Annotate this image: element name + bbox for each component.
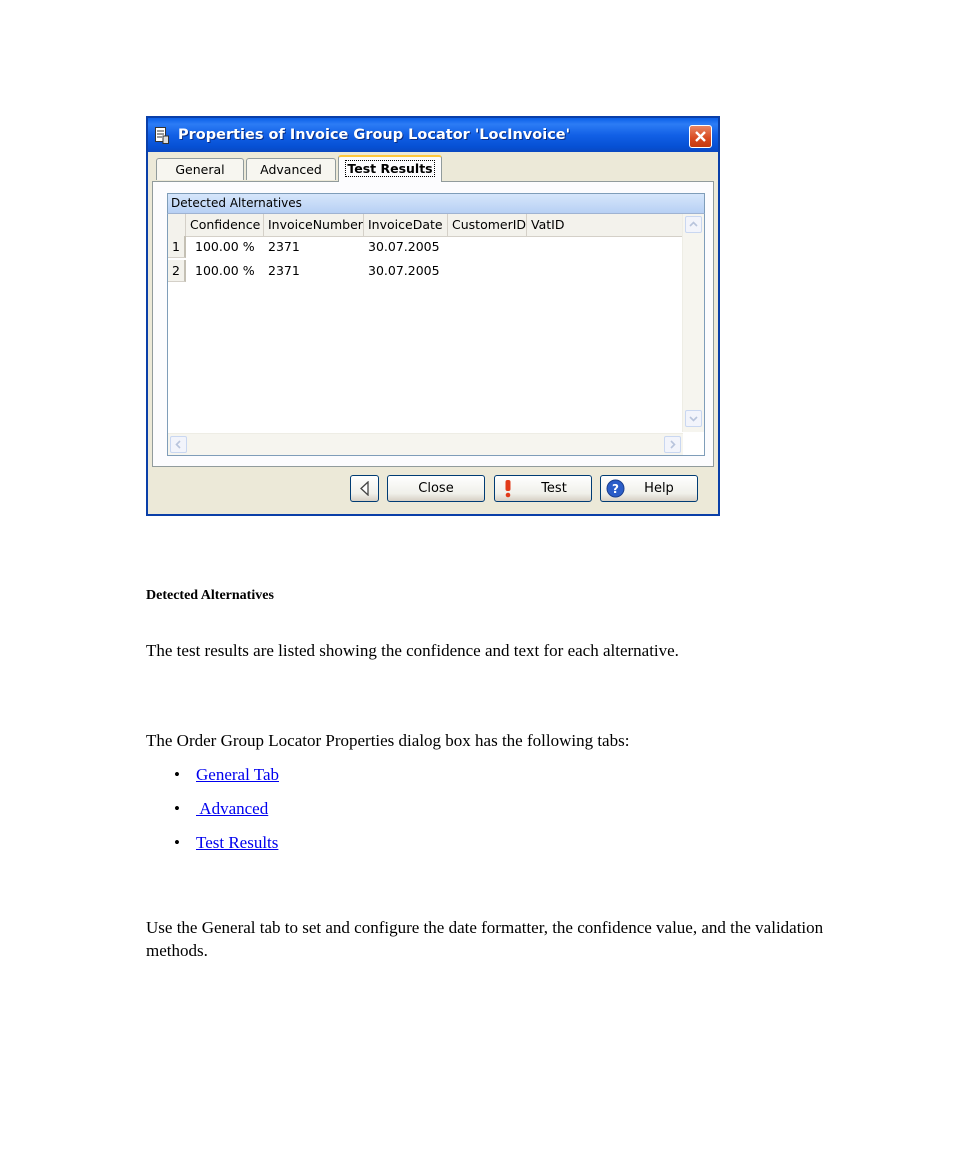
list-item [146,797,279,831]
test-button-label: Test [541,481,567,496]
column-header-invoice-date[interactable]: InvoiceDate [364,214,448,236]
test-results-panel [152,181,714,467]
cell-invoice-number: 2371 [268,263,300,278]
help-button-label: Help [644,481,674,496]
tab-test-results[interactable] [338,155,442,182]
tab-test-results-label: Test Results [347,161,433,176]
properties-dialog [146,116,720,516]
cell-invoice-date: 30.07.2005 [368,239,440,254]
chevron-down-icon [689,414,698,423]
row-number: 1 [168,236,186,258]
list-item [146,831,279,865]
table-row[interactable] [168,260,683,283]
exclamation-icon [504,479,512,498]
cell-confidence: 100.00 % [195,239,255,254]
chevron-up-icon [689,220,698,229]
horizontal-scrollbar[interactable] [168,433,683,455]
cell-invoice-date: 30.07.2005 [368,263,440,278]
scroll-up-button[interactable] [685,216,702,233]
bullet-icon: • [174,799,180,818]
link-test-results[interactable]: Test Results [196,833,279,852]
arrow-left-icon [358,481,371,496]
dialog-titlebar[interactable] [148,118,718,152]
close-button[interactable] [387,475,485,502]
test-button[interactable] [494,475,592,502]
grid-header-row [168,214,683,237]
close-icon [694,130,707,143]
column-header-invoice-number[interactable]: InvoiceNumber [264,214,364,236]
section-title: Detected Alternatives [146,588,274,603]
alternatives-grid[interactable] [167,213,705,456]
dialog-title: Properties of Invoice Group Locator 'LocInvoice' [178,127,571,143]
row-number-header [168,214,186,236]
link-advanced[interactable]: Advanced [196,799,269,818]
scroll-left-button[interactable] [170,436,187,453]
bullet-icon: • [174,765,180,784]
close-window-button[interactable] [689,125,712,148]
column-header-customer-id[interactable]: CustomerID [448,214,527,236]
row-number: 2 [168,260,186,282]
detected-alternatives-header: Detected Alternatives [167,193,705,213]
properties-icon [155,127,169,144]
intro-paragraph: The test results are listed showing the confidence and text for each alternative. [146,641,679,660]
help-button[interactable] [600,475,698,502]
column-header-vat-id[interactable]: VatID [531,217,565,232]
chevron-right-icon [668,440,677,449]
cell-confidence: 100.00 % [195,263,255,278]
close-button-label: Close [418,481,454,496]
list-item [146,763,279,797]
table-row[interactable] [168,236,683,259]
scroll-right-button[interactable] [664,436,681,453]
tab-general[interactable] [156,158,244,180]
back-button[interactable] [350,475,379,502]
column-header-confidence[interactable]: Confidence [186,214,264,236]
tabs-link-list [146,763,279,865]
tab-advanced[interactable] [246,158,336,180]
bullet-icon: • [174,833,180,852]
scroll-down-button[interactable] [685,410,702,427]
vertical-scrollbar[interactable] [682,214,704,432]
chevron-left-icon [174,440,183,449]
general-tab-paragraph: Use the General tab to set and configure the date formatter, the confidence value, and the validation methods. [146,918,824,960]
tab-strip [152,154,714,182]
svg-text:?: ? [612,482,619,496]
tab-general-label: General [175,162,225,177]
tabs-intro-paragraph: The Order Group Locator Properties dialog box has the following tabs: [146,731,630,750]
tab-advanced-label: Advanced [260,162,322,177]
cell-invoice-number: 2371 [268,239,300,254]
link-general-tab[interactable]: General Tab [196,765,279,784]
